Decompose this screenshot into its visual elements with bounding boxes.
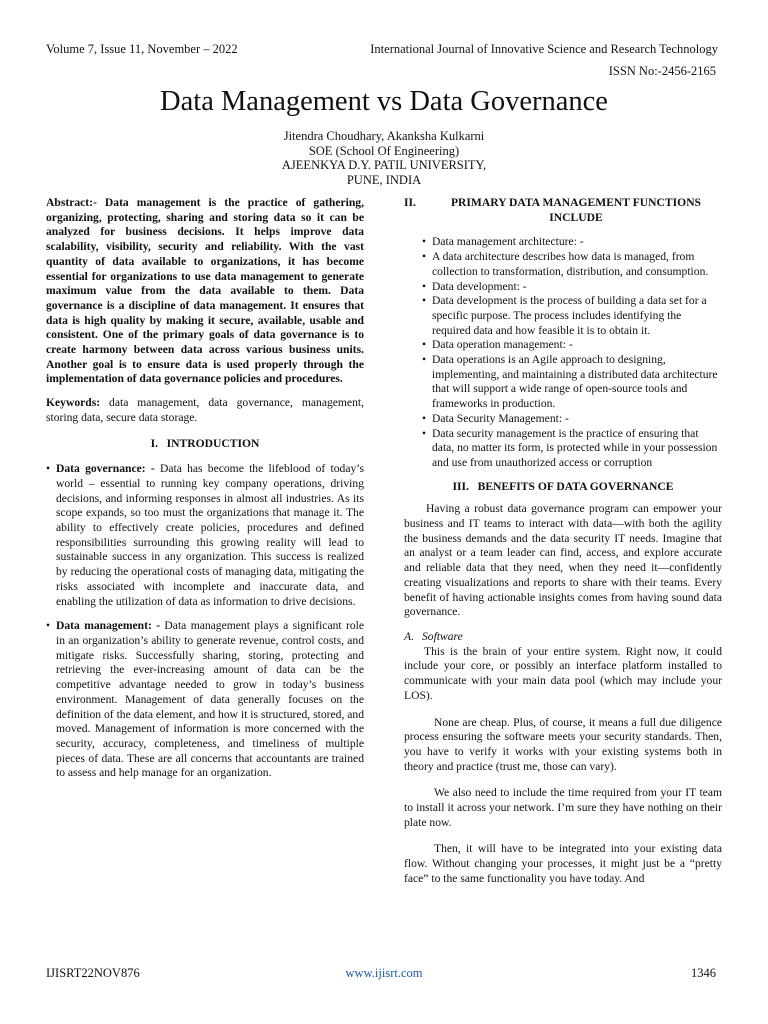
keywords-label: Keywords: xyxy=(46,396,101,410)
subsection-letter: A. xyxy=(404,629,414,643)
software-paragraph: Then, it will have to be integrated into your existing data flow. Without changing your processes, it might just be a “pretty face” to the same functionality you have today. And xyxy=(404,842,722,885)
list-item: • Data operations is an Agile approach to designing, implementing, and maintaining a distributed data architecture that will support a wide range of open-source tools and frameworks in production. xyxy=(422,353,722,412)
list-item xyxy=(46,619,364,781)
affiliation-location: PUNE, INDIA xyxy=(346,172,422,187)
introduction-list xyxy=(46,462,364,781)
list-item xyxy=(46,462,364,609)
paper-id: IJISRT22NOV876 xyxy=(46,966,140,980)
keywords-text: data management, data governance, management, storing data, secure data storage. xyxy=(46,396,364,424)
section-title: PRIMARY DATA MANAGEMENT FUNCTIONS INCLUDE xyxy=(450,196,702,224)
page-number: 1346 xyxy=(691,966,716,980)
subsection-heading-software xyxy=(404,630,722,645)
section-heading-functions xyxy=(404,196,722,225)
list-item: • A data architecture describes how data is managed, from collection to transformation, distribution, and consumption. xyxy=(422,250,722,279)
abstract: Abstract:- Data management is the practice of gathering, organizing, protecting, sharing and storing data so it can be analyzed for business decisions. It helps improve data scalability, visibility, security and reliability. With the vast quantity of data available to organizations, it has become essential for organizations to use data management to generate maximum value from the data available to them. Data governance is a discipline of data management. It ensures that data is high quality by making it secure, available, usable and consistent. One of the primary goals of data governance is to create harmony between data across various business units. Another goal is to ensure data is used properly through the implementation of data governance policies and procedures. xyxy=(46,196,364,386)
list-item: • Data operation management: - xyxy=(422,338,722,353)
software-paragraph: None are cheap. Plus, of course, it means a full due diligence process ensuring the software meets your security standards. Then, you have to verify it works with your existing systems both in theory and practice (trust me, those can vary). xyxy=(404,715,722,773)
list-item: • Data development: - xyxy=(422,280,722,295)
list-item: • Data development is the process of building a data set for a specific purpose. The process includes identifying the required data and how feasible it is to obtain it. xyxy=(422,294,722,338)
benefits-paragraph: Having a robust data governance program can empower your business and IT teams to interact with data—with both the agility the business demands and the data security IT needs. Imagine that an analyst or a team leader can find, access, and explore accurate and reliable data that they need, when they need it—confidently creating visualizations and reports to share with their teams. Every benefit of having actionable insights comes from having sound data governance. xyxy=(404,502,722,619)
paper-title: Data Management vs Data Governance xyxy=(160,86,608,117)
software-paragraph: We also need to include the time required from your IT team to install it across your network. I’m sure they have nothing on their plate now. xyxy=(404,786,722,829)
journal-website-link[interactable]: www.ijisrt.com xyxy=(345,966,423,980)
affiliation-school: SOE (School Of Engineering) xyxy=(308,143,460,158)
authors: Jitendra Choudhary, Akanksha Kulkarni xyxy=(283,129,485,143)
bullet-text: Data management plays a significant role in an organization’s ability to generate revenue, control costs, and mitigate risks. Successfully sharing, storing, protecting and retrieving the ever-increasing amount of data can be the competitive advantage needed to grow in today’s business environment. Management of data generally focuses on the definition of the data element, and how it is structured, stored, and moved. Management of information is more concerned with the security, accuracy, completeness, and timeliness of multiple pieces of data. These are all concerns that accountants are trained to assess and help manage for an organization. xyxy=(56,619,364,780)
section-number: II. xyxy=(404,196,416,209)
bullet-text: Data has become the lifeblood of today’s world – essential to running key company operations, driving decisions, and informing responses in almost all industries. As its scope expands, so too must the organizations that manage it. The ability to effectively create policies, procedures and defined responsibilities surrounding this growing reality will lead to sustainable success in any organization. This success is realized by reducing the operational costs of managing data, mitigating the risks associated with incomplete and inaccurate data, and enabling the utilization of data as information to drive decisions. xyxy=(56,462,364,608)
functions-list xyxy=(404,235,722,470)
keywords xyxy=(46,396,364,425)
left-column xyxy=(46,196,364,781)
list-item: • Data Security Management: - xyxy=(422,412,722,427)
author-block xyxy=(0,129,768,187)
bullet-label: Data governance: - xyxy=(56,462,155,476)
journal-volume: Volume 7, Issue 11, November – 2022 xyxy=(46,42,238,56)
list-item: • Data management architecture: - xyxy=(422,235,722,250)
software-paragraph: This is the brain of your entire system. Right now, it could include your core, or possibly an interface platform installed to communicate with your main data pool (which may include your LOS). xyxy=(404,644,722,702)
section-heading-benefits: III. BENEFITS OF DATA GOVERNANCE xyxy=(452,479,674,493)
affiliation-university: AJEENKYA D.Y. PATIL UNIVERSITY, xyxy=(281,158,487,173)
issn: ISSN No:-2456-2165 xyxy=(608,64,716,78)
bullet-label: Data management: - xyxy=(56,619,161,633)
list-item: • Data security management is the practice of ensuring that data, no matter its form, is protected while in your possession and use from unauthorized access or corruption xyxy=(422,427,722,471)
journal-name: International Journal of Innovative Science and Research Technology xyxy=(370,42,718,56)
section-heading-introduction: I. INTRODUCTION xyxy=(150,436,260,450)
right-column xyxy=(404,196,722,887)
subsection-title: Software xyxy=(421,629,463,643)
